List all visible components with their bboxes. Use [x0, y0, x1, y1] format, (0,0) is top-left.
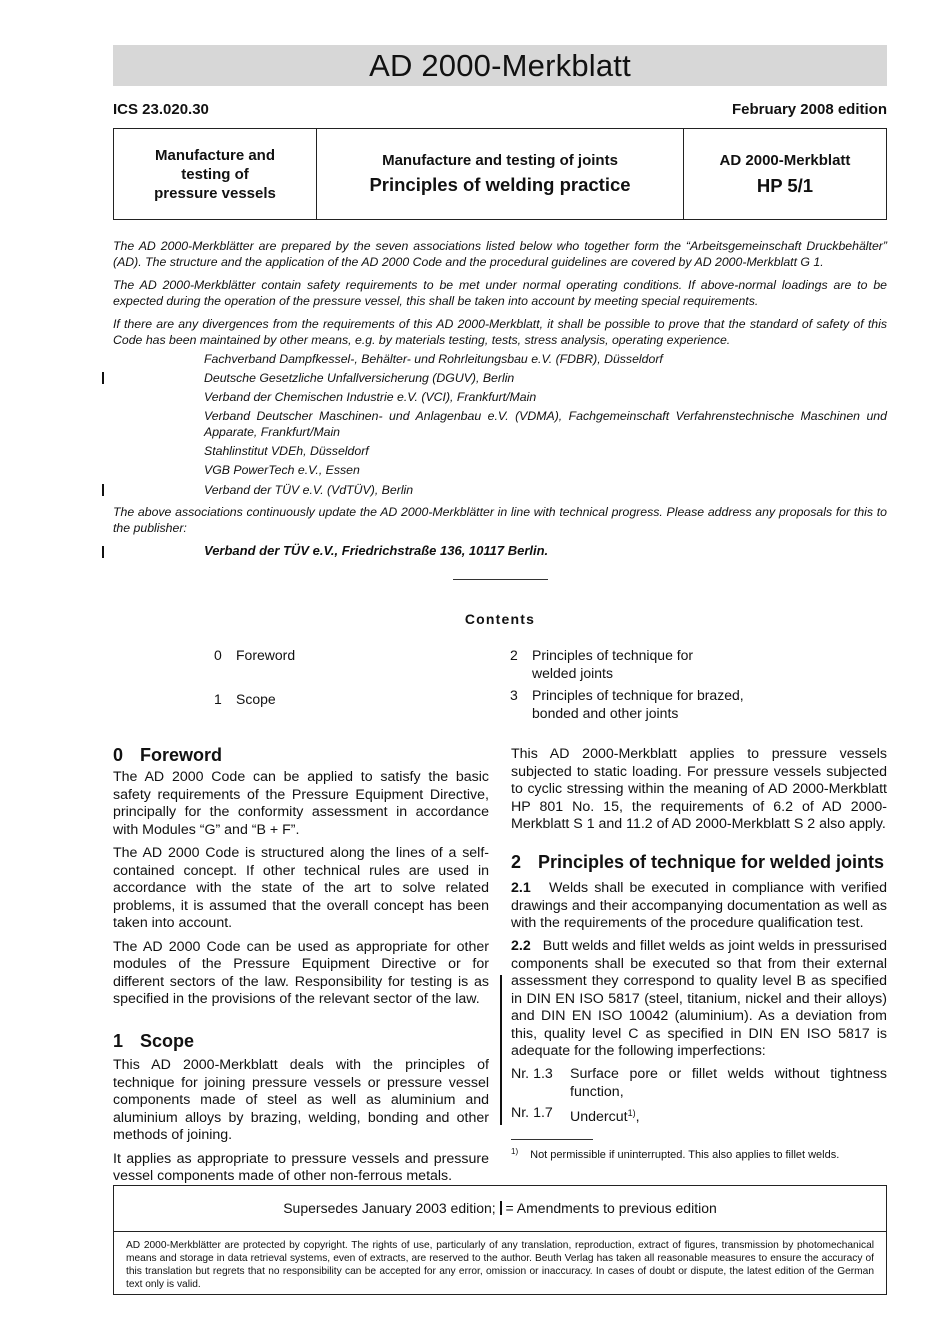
imperfection-text: Surface pore or fillet welds without tightness function,: [570, 1066, 887, 1100]
ics-code: ICS 23.020.30: [113, 101, 209, 118]
section-number: 0: [113, 745, 124, 765]
scope-text-continued: [511, 746, 887, 840]
association-item: Verband der Chemischen Industrie e.V. (VCI), Frankfurt/Main: [204, 390, 537, 404]
intro-paragraph: The above associations continuously update the AD 2000-Merkblätter in line with technical progress. Please address any proposals for this to the publisher:: [113, 505, 887, 535]
series-title: [114, 129, 317, 219]
footnote-text: Not permissible if uninterrupted. This also applies to fillet welds.: [530, 1149, 840, 1161]
clause-2-2: [511, 938, 887, 1067]
imperfection-number: Nr. 1.7: [511, 1105, 553, 1121]
amendment-bar: [102, 484, 104, 496]
footnote-mark: 1): [511, 1147, 519, 1156]
document-id-number: HP 5/1: [756, 174, 814, 196]
section-title: Foreword: [140, 745, 223, 765]
toc-label: Foreword: [236, 647, 296, 663]
association-item: Deutsche Gesetzliche Unfallversicherung (DGUV), Berlin: [204, 371, 515, 385]
section-title: Principles of technique for welded joints: [538, 852, 885, 872]
amendment-bar: [500, 975, 502, 1125]
paragraph: The AD 2000 Code is structured along the lines of a self-contained concept. If other technical rules are used in accordance with the state of the art to solve related problems, it is assumed that the overall concept has been taken into account.: [113, 845, 489, 931]
section-title: Scope: [140, 1031, 195, 1051]
footnote-reference[interactable]: 1): [627, 1108, 636, 1118]
amendment-bar-symbol: [500, 1201, 502, 1215]
paragraph: This AD 2000-Merkblatt deals with the principles of technique for joining pressure vessels or pressure vessel components made of steel as well as aluminium and aluminium alloys by brazing, welding, bonding and other methods of joining.: [113, 1057, 489, 1143]
series-title-line: Manufacture and: [154, 146, 275, 164]
imperfection-number: Nr. 1.3: [511, 1066, 553, 1082]
paragraph: This AD 2000-Merkblatt applies to pressure vessels subjected to static loading. For pressure vessels subjected to cyclic stressing within the meaning of AD 2000-Merkblatt HP 801 No. 15, the requirements of 6.2 of AD 2000-Merkblatt S 1 and 11.2 of AD 2000-Merkblatt S 2 also apply.: [511, 746, 887, 832]
intro-paragraph: The AD 2000-Merkblätter contain safety requirements to be met under normal operating conditions. If above-normal loadings are to be expected during the operation of the pressure vessel, this shall be taken into account by meeting special requirements.: [113, 278, 887, 308]
footnote: [511, 1147, 839, 1161]
imperfection-item: [511, 1066, 887, 1102]
association-item: Verband der TÜV e.V. (VdTÜV), Berlin: [204, 483, 414, 497]
toc-number: 1: [214, 691, 222, 707]
separator-line: [453, 579, 548, 580]
footer-box: [113, 1185, 887, 1295]
clause-text: Butt welds and fillet welds as joint welds in pressurised components shall be executed so that from their external assessment they correspond to quality level B as specified in DIN EN ISO 5817 (steel, titanium, nickel and their alloys) and DIN EN ISO 10042 (aluminium). As a deviation from this, quality level C as specified in DIN EN ISO 5817 is adequate for the following imperfections:: [511, 938, 887, 1059]
foreword-text: [113, 769, 489, 1015]
toc-number: 2: [510, 647, 518, 663]
supersedes-line: [114, 1186, 886, 1232]
series-title-line: testing of: [181, 165, 249, 183]
amendment-bar: [102, 372, 104, 384]
document-id: [684, 129, 886, 219]
toc-number: 3: [510, 687, 518, 703]
section-number: 1: [113, 1031, 124, 1051]
amendments-legend: = Amendments to previous edition: [505, 1200, 717, 1216]
document-subtitle: Manufacture and testing of joints: [382, 152, 618, 169]
publisher-address: Verband der TÜV e.V., Friedrichstraße 136, 10117 Berlin.: [204, 543, 549, 558]
toc-number: 0: [214, 647, 222, 663]
section-heading-welded-joints: [511, 852, 887, 873]
paragraph: It applies as appropriate to pressure vessels and pressure vessel components made of other non-ferrous metals.: [113, 1150, 489, 1184]
edition-date: February 2008 edition: [731, 101, 887, 118]
document-main-title: Principles of welding practice: [369, 174, 631, 195]
toc-label: bonded and other joints: [532, 705, 679, 721]
document-id-series: AD 2000-Merkblatt: [719, 151, 851, 169]
toc-label: welded joints: [532, 665, 613, 681]
clause-text: Welds shall be executed in compliance with verified drawings and their accompanying documentation as well as with the requirements of the procedure qualification test.: [511, 880, 887, 931]
copyright-notice: AD 2000-Merkblätter are protected by copyright. The rights of use, particularly of any translation, reproduction, extract of figures, transmission by photomechanical means and storage in data retrieval systems, even of extracts, are reserved to the author. Beuth Verlag has taken all reasonable measures to ensure the accuracy of this translation but regrets that no responsibility can be accepted for any error, omission or inaccuracy. In cases of doubt or dispute, the latest edition of the German text only is valid.: [126, 1240, 874, 1290]
section-heading-scope: [113, 1031, 489, 1052]
clause-number: 2.2: [511, 938, 531, 954]
contents-heading: Contents: [464, 611, 536, 627]
title-box: [113, 128, 887, 220]
clause-2-1: [511, 880, 887, 939]
document-title: [317, 129, 684, 219]
imperfection-text: Undercut: [570, 1109, 628, 1125]
toc-label: Scope: [236, 691, 276, 707]
toc-label: Principles of technique for: [532, 647, 694, 663]
amendment-bar: [102, 546, 104, 558]
footnote-separator: [511, 1139, 593, 1140]
intro-paragraph: The AD 2000-Merkblätter are prepared by the seven associations listed below who together form the “Arbeitsgemeinschaft Druckbehälter” (AD). The structure and the application of the AD 2000 Code and the procedural guidelines are covered by AD 2000-Merkblatt G 1.: [113, 239, 887, 269]
association-item: Fachverband Dampfkessel-, Behälter- und Rohrleitungsbau e.V. (FDBR), Düsseldorf: [204, 352, 663, 366]
punctuation: ,: [635, 1109, 640, 1125]
clause-number: 2.1: [511, 880, 531, 896]
imperfection-item: [511, 1105, 887, 1125]
scope-text: [113, 1057, 489, 1192]
toc-label: Principles of technique for brazed,: [532, 687, 744, 703]
document-banner-title: AD 2000-Merkblatt: [113, 45, 887, 86]
section-heading-foreword: [113, 745, 489, 766]
paragraph: The AD 2000 Code can be applied to satisfy the basic safety requirements of the Pressure Equipment Directive, principally for the conformity assessment in accordance with Modules “G” and “B + F”.: [113, 769, 489, 838]
association-item: Verband Deutscher Maschinen- und Anlagenbau e.V. (VDMA), Fachgemeinschaft Verfahrenstechnische Maschinen und Apparate, Frankfurt/Main: [204, 409, 887, 439]
section-number: 2: [511, 852, 522, 872]
paragraph: The AD 2000 Code can be used as appropriate for other modules of the Pressure Equipment Directive or for different sectors of the law. Responsibility for testing is as specified in the provisions of the relevant sector of the law.: [113, 938, 489, 1007]
association-item: Stahlinstitut VDEh, Düsseldorf: [204, 444, 369, 458]
supersedes-text: Supersedes January 2003 edition;: [283, 1200, 496, 1216]
association-item: VGB PowerTech e.V., Essen: [204, 463, 360, 477]
series-title-line: pressure vessels: [154, 184, 276, 202]
intro-paragraph: If there are any divergences from the requirements of this AD 2000-Merkblatt, it shall be possible to prove that the standard of safety of this Code has been maintained by other means, e.g. by materials testing, tests, stress analysis, operating experience.: [113, 317, 887, 347]
